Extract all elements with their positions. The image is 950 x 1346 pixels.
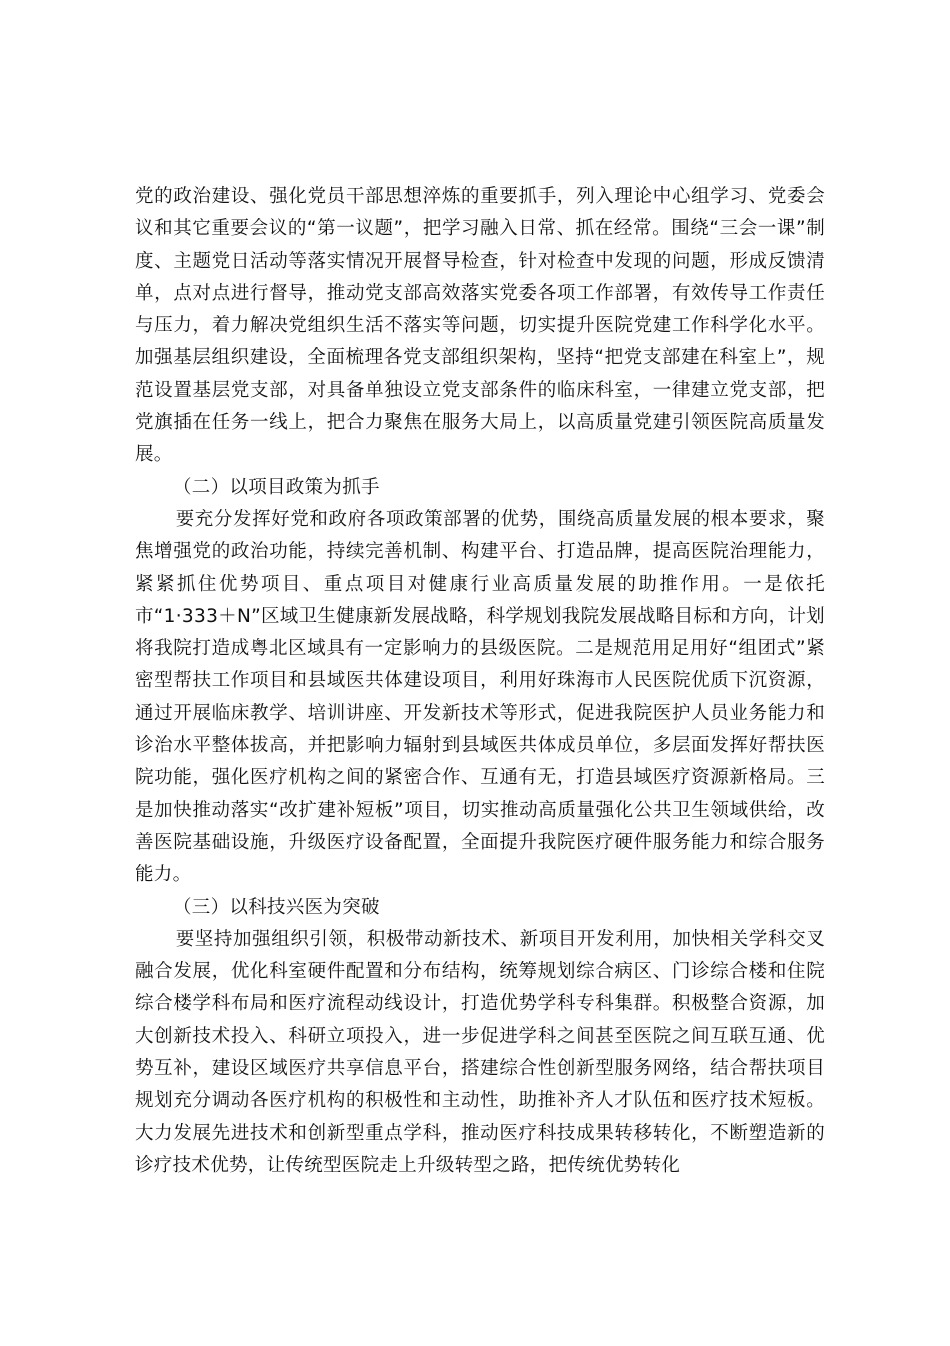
section-heading-3: （三）以科技兴医为突破: [173, 896, 380, 918]
body-paragraph-2: 要充分发挥好党和政府各项政策部署的优势，围绕高质量发展的根本要求，聚焦增强党的政治功能，持续完善机制、构建平台、打造品牌，提高医院治理能力，紧紧抓住优势项目、重点项目对健康行业高质量发展的助推作用。一是依托市“1·333＋N”区域卫生健康新发展战略，科学规划我院发展战略目标和方向，计划将我院打造成粤北区域具有一定影响力的县级医院。二是规范用足用好“组团式”紧密型帮扶工作项目和县域医共体建设项目，利用好珠海市人民医院优质下沉资源，通过开展临床教学、培训讲座、开发新技术等形式，促进我院医护人员业务能力和诊治水平整体拔高，并把影响力辐射到县域医共体成员单位，多层面发挥好帮扶医院功能，强化医疗机构之间的紧密合作、互通有无，打造县域医疗资源新格局。三是加快推动落实“改扩建补短板”项目，切实推动高质量强化公共卫生领域供给，改善医院基础设施，升级医疗设备配置，全面提升我院医疗硬件服务能力和综合服务能力。: [135, 508, 825, 886]
document-page: [135, 181, 825, 1182]
body-paragraph-3: 要坚持加强组织引领，积极带动新技术、新项目开发利用，加快相关学科交叉融合发展，优化科室硬件配置和分布结构，统筹规划综合病区、门诊综合楼和住院综合楼学科布局和医疗流程动线设计，打造优势学科专科集群。积极整合资源，加大创新技术投入、科研立项投入，进一步促进学科之间甚至医院之间互联互通、优势互补，建设区域医疗共享信息平台，搭建综合性创新型服务网络，结合帮扶项目规划充分调动各医疗机构的积极性和主动性，助推补齐人才队伍和医疗技术短板。大力发展先进技术和创新型重点学科，推动医疗科技成果转移转化，不断塑造新的诊疗技术优势，让传统型医院走上升级转型之路，把传统优势转化: [135, 928, 825, 1176]
body-paragraph-1: 党的政治建设、强化党员干部思想淬炼的重要抓手，列入理论中心组学习、党委会议和其它重要会议的“第一议题”，把学习融入日常、抓在经常。围绕“三会一课”制度、主题党日活动等落实情况开展督导检查，针对检查中发现的问题，形成反馈清单，点对点进行督导，推动党支部高效落实党委各项工作部署，有效传导工作责任与压力，着力解决党组织生活不落实等问题，切实提升医院党建工作科学化水平。加强基层组织建设，全面梳理各党支部组织架构，坚持“把党支部建在科室上”，规范设置基层党支部，对具备单独设立党支部条件的临床科室，一律建立党支部，把党旗插在任务一线上，把合力聚焦在服务大局上，以高质量党建引领医院高质量发展。: [135, 186, 825, 466]
section-heading-2: （二）以项目政策为抓手: [173, 476, 380, 498]
